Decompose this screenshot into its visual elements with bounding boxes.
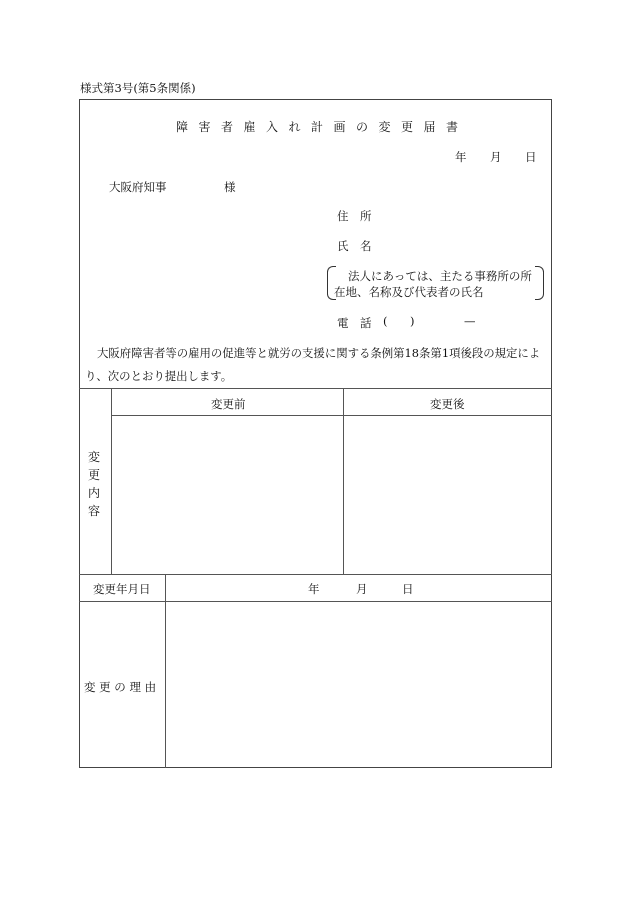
change-date-month[interactable]: 月 — [356, 582, 368, 596]
addressee-honorific: 様 — [224, 180, 236, 194]
divider-header-row — [111, 415, 552, 416]
change-date-year[interactable]: 年 — [308, 582, 320, 596]
change-date-label: 変更年月日 — [93, 582, 151, 596]
name-label: 氏 名 — [337, 239, 372, 253]
corp-note-line2: 在地、名称及び代表者の氏名 — [334, 285, 484, 299]
change-content-char: 更 — [87, 468, 100, 482]
divider-top-table — [79, 388, 552, 389]
title-char: 者 — [221, 120, 234, 134]
title-char: れ — [288, 120, 301, 134]
title-char: 書 — [446, 120, 459, 134]
reason-field[interactable] — [169, 605, 549, 765]
body-text-line1: 大阪府障害者等の雇用の促進等と就労の支援に関する条例第18条第1項後段の規定によ — [97, 346, 541, 360]
address-field[interactable] — [380, 204, 540, 224]
change-content-label — [84, 448, 104, 520]
divider-change-date-top — [79, 574, 552, 575]
phone-label: 電 話 — [337, 316, 372, 330]
title-char: 計 — [311, 120, 324, 134]
title-char: 画 — [333, 120, 346, 134]
addressee-name: 大阪府知事 — [109, 180, 167, 194]
date-month: 月 — [490, 150, 502, 164]
after-header: 変更後 — [430, 397, 465, 411]
title-char: 更 — [401, 120, 414, 134]
change-content-char: 変 — [87, 450, 100, 464]
address-label: 住 所 — [337, 209, 372, 223]
name-field[interactable] — [380, 234, 540, 254]
phone-paren-close: ) — [410, 314, 415, 328]
title-char: 障 — [176, 120, 189, 134]
form-number: 様式第3号(第5条関係) — [80, 81, 196, 95]
corp-note-bracket-right — [535, 266, 544, 300]
phone-paren-open: ( — [383, 314, 388, 328]
reason-label: 変 更 の 理 由 — [84, 680, 157, 694]
corp-note-line1: 法人にあっては、主たる事務所の所 — [348, 269, 532, 283]
divider-before-after — [343, 388, 344, 574]
date-year: 年 — [455, 150, 467, 164]
phone-dash: — — [464, 314, 476, 328]
change-content-char: 内 — [87, 486, 100, 500]
change-date-day[interactable]: 日 — [402, 582, 414, 596]
before-field[interactable] — [114, 418, 340, 570]
title-char: の — [356, 120, 369, 134]
title-char: 害 — [198, 120, 211, 134]
title-char: 変 — [378, 120, 391, 134]
title-char: 雇 — [243, 120, 256, 134]
change-content-char: 容 — [87, 504, 100, 518]
date-day: 日 — [525, 150, 537, 164]
divider-lower-label-col — [165, 574, 166, 768]
divider-reason-top — [79, 601, 552, 602]
after-field[interactable] — [346, 418, 549, 570]
before-header: 変更前 — [211, 397, 246, 411]
title-char: 入 — [266, 120, 279, 134]
title-char: 届 — [423, 120, 436, 134]
body-text-line2: り、次のとおり提出します。 — [85, 369, 233, 383]
